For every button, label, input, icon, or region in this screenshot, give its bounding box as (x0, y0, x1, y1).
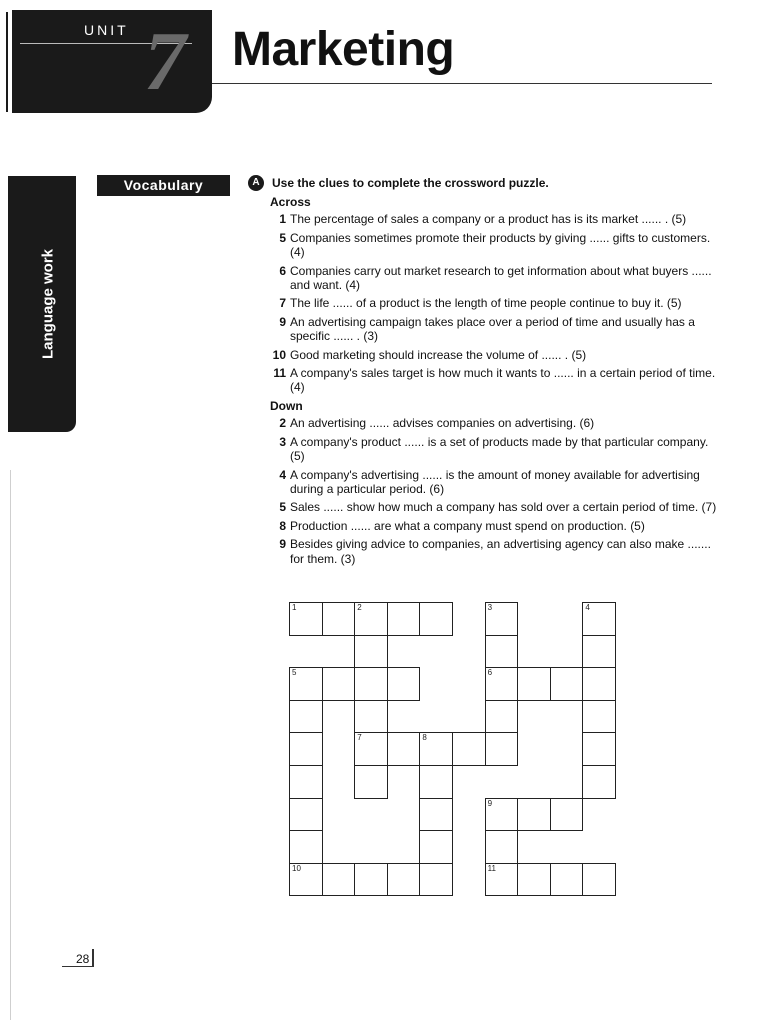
clue-text: Besides giving advice to companies, an advertising agency can also make ....... for them. (3) (290, 537, 711, 566)
down-clue (270, 537, 720, 566)
clue-text: Companies carry out market research to get information about what buyers ...... and want. (4) (290, 263, 712, 293)
crossword-cell[interactable] (289, 830, 323, 864)
clue-number: 11 (273, 366, 286, 381)
crossword-cell-number: 9 (487, 798, 493, 808)
unit-number: 7 (144, 15, 186, 108)
crossword-cell[interactable] (485, 830, 519, 864)
crossword-cell[interactable] (419, 765, 453, 799)
clue-number: 7 (279, 296, 286, 311)
crossword-cell[interactable] (582, 700, 616, 734)
crossword-cell[interactable] (322, 863, 356, 897)
crossword-cell[interactable] (419, 798, 453, 832)
crossword-cell[interactable] (289, 765, 323, 799)
across-clue (270, 315, 720, 344)
clue-number: 9 (279, 537, 286, 552)
clue-text: Production ...... are what a company must spend on production. (5) (290, 518, 645, 533)
crossword-cell[interactable] (550, 863, 584, 897)
down-clues (270, 416, 720, 566)
clue-list (270, 194, 720, 570)
across-clue (270, 348, 720, 362)
down-heading: Down (270, 398, 303, 413)
crossword-cell[interactable] (550, 667, 584, 701)
crossword-cell-number: 2 (357, 603, 362, 612)
crossword-grid (289, 602, 617, 882)
crossword-cell-number: 1 (292, 603, 297, 612)
clue-text: A company's advertising ...... is the amount of money available for advertising during a particular period. (6) (290, 467, 700, 496)
crossword-cell[interactable] (354, 700, 388, 734)
clue-number: 9 (279, 314, 286, 329)
clue-text: Companies sometimes promote their products by giving ...... gifts to customers. (4) (290, 230, 711, 260)
across-clue (270, 231, 720, 260)
clue-text: An advertising campaign takes place over a period of time and usually has a specific ...... . (3) (290, 314, 695, 344)
clue-number: 4 (279, 467, 286, 482)
crossword-cell[interactable] (354, 602, 388, 636)
clue-number: 2 (279, 416, 286, 431)
clue-text: An advertising ...... advises companies on advertising. (6) (290, 416, 595, 431)
crossword-cell-number: 7 (357, 733, 362, 743)
across-clue (270, 264, 720, 293)
side-tab-label: Language work (39, 248, 57, 360)
crossword-cell[interactable] (354, 863, 388, 897)
exercise-instruction: Use the clues to complete the crossword puzzle. (272, 176, 549, 190)
across-clue (270, 212, 720, 226)
crossword-cell[interactable] (387, 667, 421, 701)
crossword-cell[interactable] (485, 700, 519, 734)
crossword-cell-number: 11 (487, 863, 496, 873)
crossword-cell[interactable] (582, 602, 616, 636)
down-clue (270, 416, 720, 430)
crossword-cell[interactable] (419, 863, 453, 897)
clue-text: A company's product ...... is a set of products made by that particular company. (5) (290, 434, 709, 464)
crossword-cell[interactable] (289, 602, 323, 636)
crossword-cell-number: 3 (487, 603, 493, 612)
crossword-cell[interactable] (387, 863, 421, 897)
crossword-cell[interactable] (550, 798, 584, 832)
crossword-cell[interactable] (485, 732, 519, 766)
crossword-cell[interactable] (582, 765, 616, 799)
crossword-cell[interactable] (289, 863, 323, 897)
clue-number: 8 (279, 518, 286, 533)
crossword-cell[interactable] (322, 667, 356, 701)
clue-text: A company's sales target is how much it wants to ...... in a certain period of time. (4) (290, 366, 716, 395)
clue-number: 5 (279, 500, 286, 515)
crossword-cell[interactable] (485, 602, 519, 636)
crossword-cell-number: 6 (487, 668, 493, 678)
crossword-cell[interactable] (582, 863, 616, 897)
crossword-cell[interactable] (582, 732, 616, 766)
crossword-cell-number: 5 (292, 668, 297, 678)
across-clues (270, 212, 720, 394)
crossword-cell[interactable] (582, 635, 616, 669)
page-number-rule (62, 966, 92, 967)
down-clue (270, 519, 720, 533)
unit-label: UNIT (84, 22, 129, 38)
crossword-cell-number: 4 (585, 603, 590, 612)
header-edge-bar (6, 12, 8, 112)
down-clue (270, 435, 720, 464)
clue-text: The percentage of sales a company or a product has is its market ...... . (5) (290, 212, 687, 227)
crossword-cell[interactable] (419, 830, 453, 864)
across-heading: Across (270, 195, 311, 209)
clue-number: 5 (279, 230, 286, 245)
crossword-cell[interactable] (322, 602, 356, 636)
down-clue (270, 500, 720, 514)
crossword-cell[interactable] (517, 667, 551, 701)
crossword-cell[interactable] (517, 798, 551, 832)
crossword-cell[interactable] (582, 667, 616, 701)
crossword-cell[interactable] (387, 602, 421, 636)
crossword-cell[interactable] (354, 635, 388, 669)
crossword-cell[interactable] (452, 732, 486, 766)
crossword-cell[interactable] (289, 732, 323, 766)
exercise-letter-badge: A (248, 175, 264, 191)
across-clue (270, 296, 720, 310)
crossword-cell[interactable] (354, 765, 388, 799)
crossword-cell[interactable] (289, 700, 323, 734)
clue-number: 1 (279, 212, 286, 227)
chapter-title: Marketing (232, 23, 455, 76)
title-rule (212, 83, 712, 84)
crossword-cell[interactable] (485, 798, 519, 832)
crossword-cell[interactable] (387, 732, 421, 766)
clue-number: 6 (279, 263, 286, 278)
section-badge: Vocabulary (97, 175, 230, 196)
crossword-cell[interactable] (289, 667, 323, 701)
crossword-cell[interactable] (517, 863, 551, 897)
page-number: 28 (76, 952, 90, 966)
page-number-bracket (92, 949, 94, 967)
clue-number: 3 (279, 434, 286, 449)
crossword-cell[interactable] (485, 635, 519, 669)
down-clue (270, 468, 720, 497)
across-clue (270, 366, 720, 395)
crossword-cell[interactable] (354, 732, 388, 766)
margin-line (10, 470, 11, 1020)
crossword-cell[interactable] (485, 667, 519, 701)
clue-text: Sales ...... show how much a company has sold over a certain period of time. (7) (290, 500, 717, 515)
clue-text: The life ...... of a product is the length of time people continue to buy it. (5) (290, 296, 682, 311)
crossword-cell-number: 10 (292, 863, 301, 873)
crossword-cell[interactable] (485, 863, 519, 897)
crossword-cell[interactable] (419, 602, 453, 636)
crossword-cell[interactable] (289, 798, 323, 832)
clue-number: 10 (272, 347, 286, 362)
crossword-cell-number: 8 (422, 733, 427, 743)
crossword-cell[interactable] (419, 732, 453, 766)
clue-text: Good marketing should increase the volume of ...... . (5) (290, 347, 587, 362)
crossword-cell[interactable] (354, 667, 388, 701)
